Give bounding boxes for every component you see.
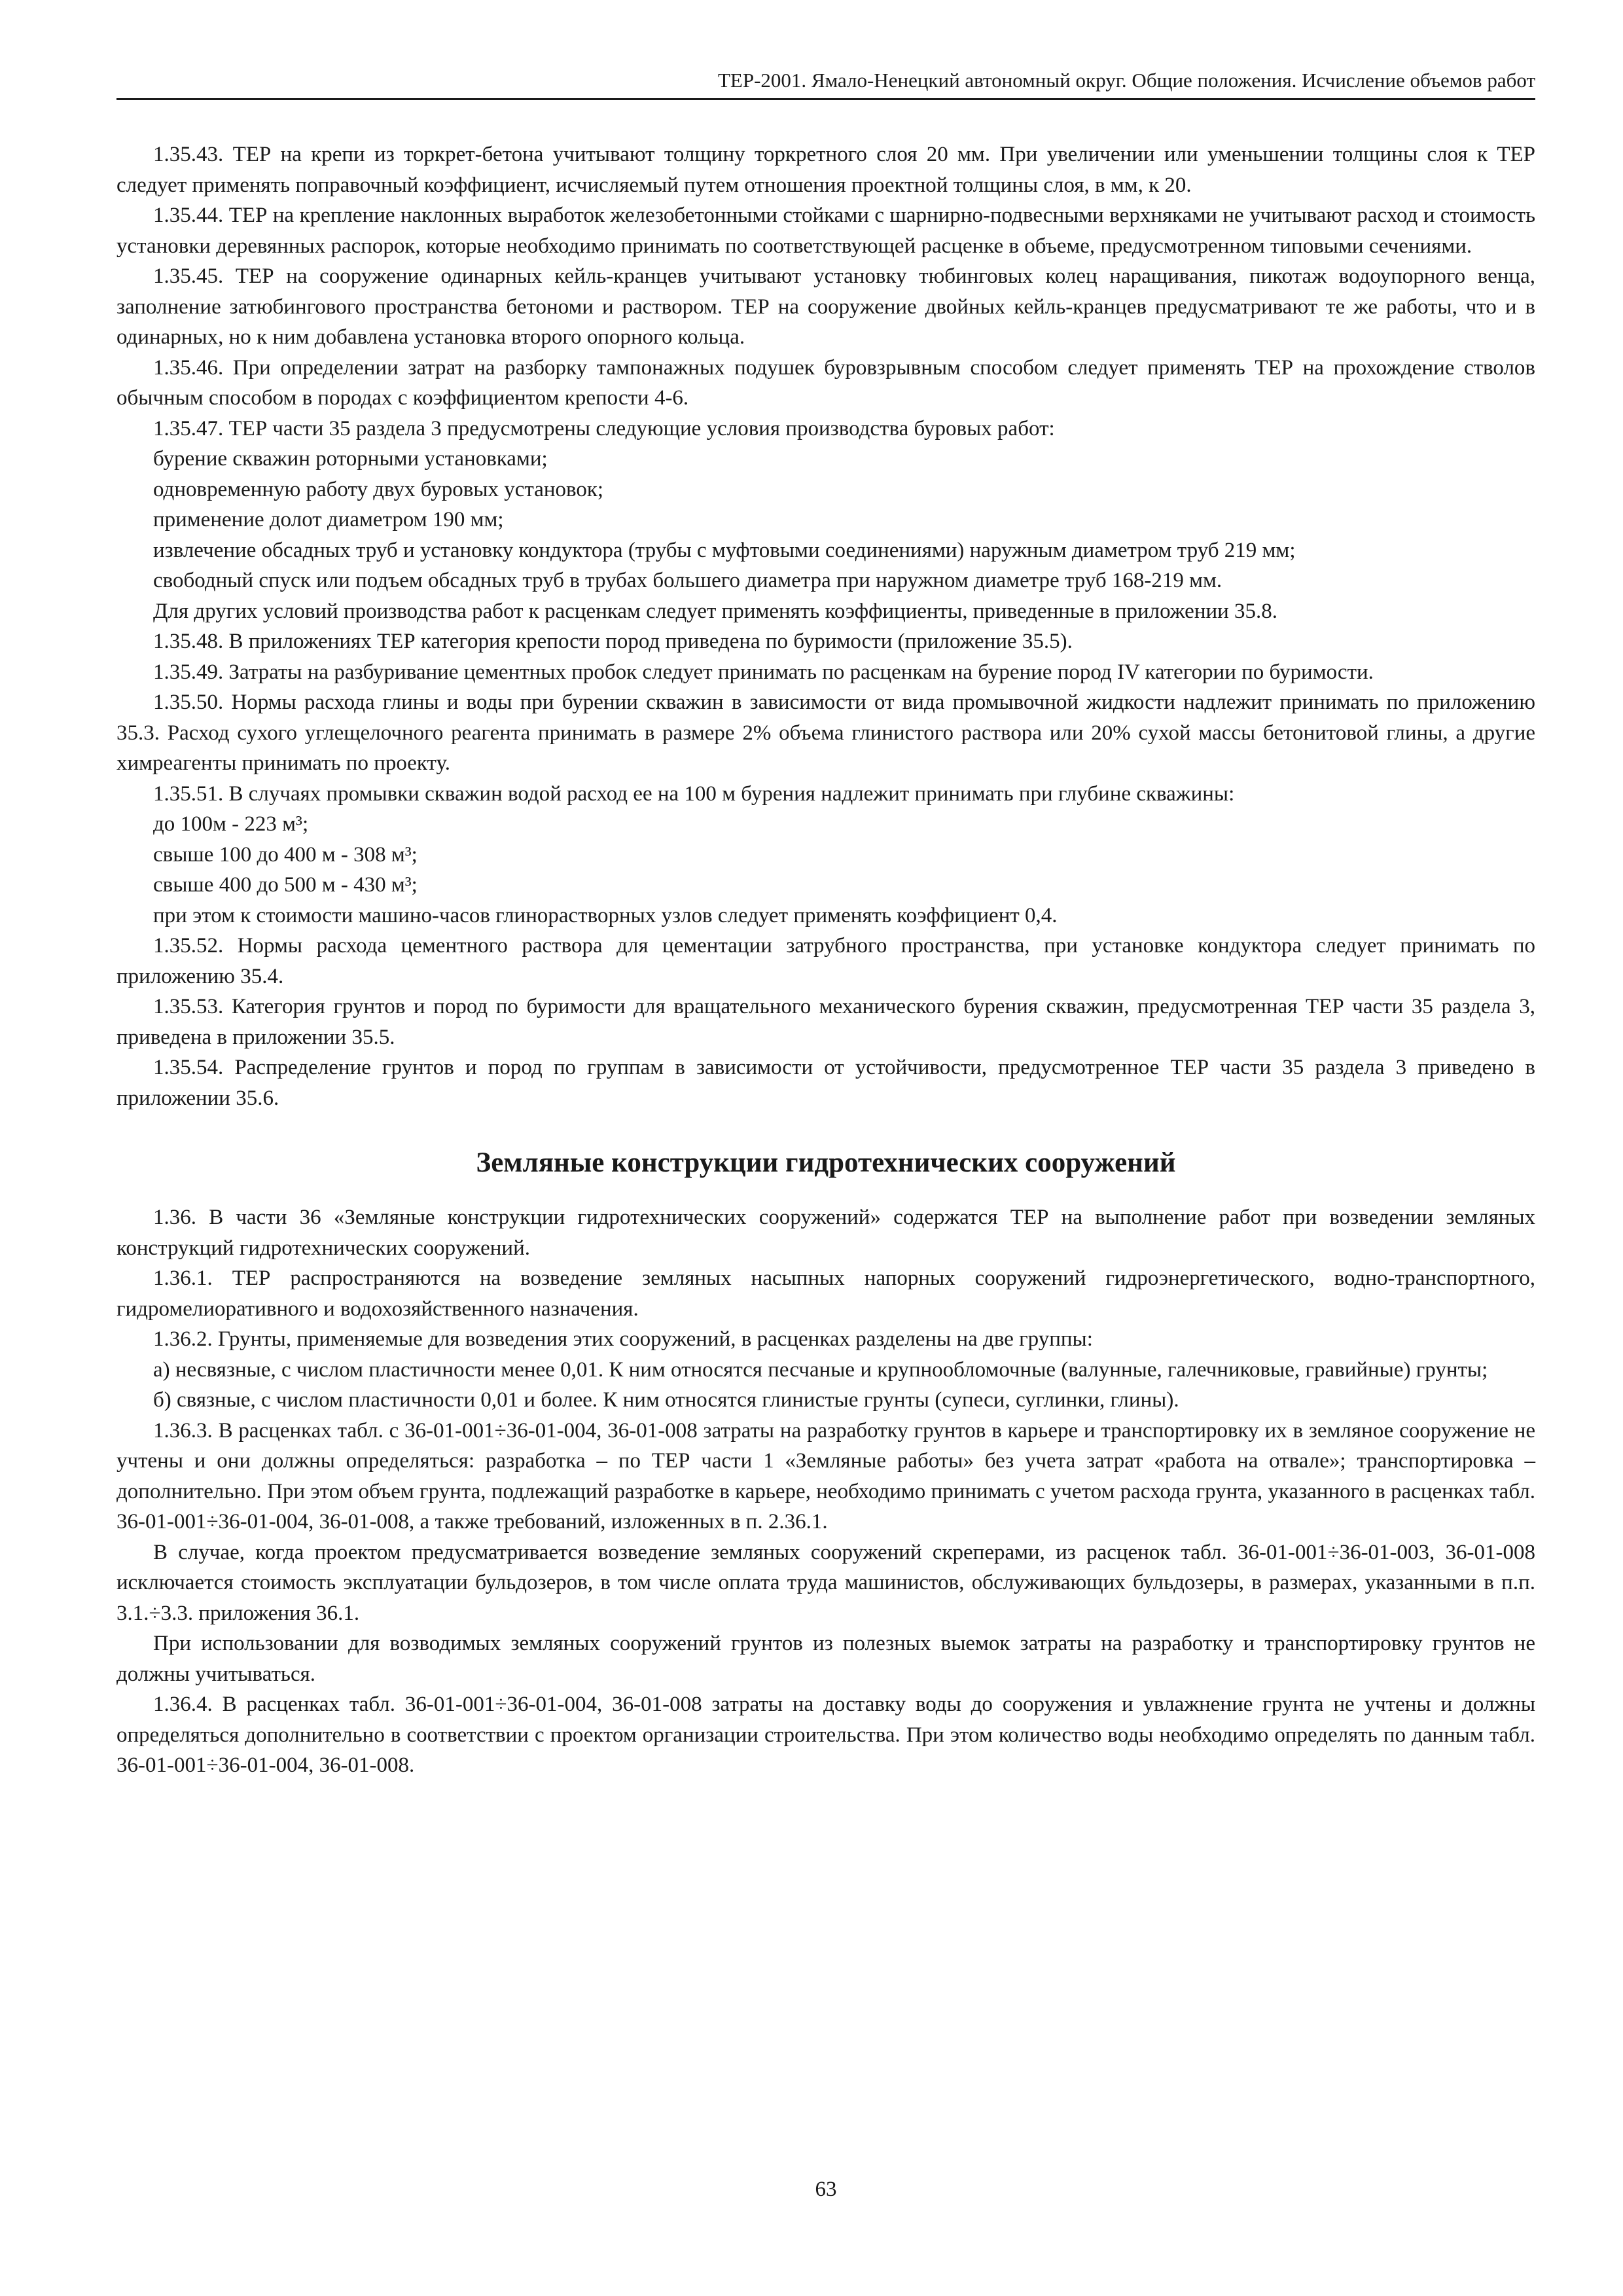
paragraph-1-36-2: 1.36.2. Грунты, применяемые для возведения этих сооружений, в расценках разделены на две группы:	[153, 1327, 1093, 1351]
paragraph-1-35-54: 1.35.54. Распределение грунтов и пород по группам в зависимости от устойчивости, предусмотренное ТЕР части 35 раздела 3 приведено в приложении 35.6.	[116, 1056, 1535, 1110]
paragraph-1-35-48: 1.35.48. В приложениях ТЕР категория крепости пород приведена по буримости (приложение 35.5).	[153, 630, 1073, 653]
paragraph: при этом к стоимости машино-часов глинорастворных узлов следует применять коэффициент 0,4.	[153, 903, 1058, 927]
paragraph-1-35-50: 1.35.50. Нормы расхода глины и воды при бурении скважин в зависимости от вида промывочной жидкости надлежит принимать по приложению 35.3. Расход сухого углещелочного реагента принимать в размере 2% объема глинистого раствора или 20% сухой массы бетонитовой глины, а другие химреагенты принимать по проекту.	[116, 691, 1535, 775]
list-item: одновременную работу двух буровых установок;	[153, 477, 604, 501]
paragraph: Для других условий производства работ к расценкам следует применять коэффициенты, приведенные в приложении 35.8.	[153, 599, 1278, 623]
paragraph-1-35-51: 1.35.51. В случаях промывки скважин водой расход ее на 100 м бурения надлежит принимать при глубине скважины:	[153, 781, 1235, 806]
running-header: ТЕР-2001. Ямало-Ненецкий автономный округ. Общие положения. Исчисление объемов работ	[116, 65, 1535, 100]
paragraph-1-35-46: 1.35.46. При определении затрат на разборку тампонажных подушек буровзрывным способом следует применять ТЕР на прохождение стволов обычным способом в породах с коэффициентом крепости 4-6.	[116, 355, 1535, 410]
list-item: свыше 100 до 400 м - 308 м³;	[153, 842, 418, 867]
paragraph-1-35-52: 1.35.52. Нормы расхода цементного раствора для цементации затрубного пространства, при установке кондуктора следует принимать по приложению 35.4.	[116, 934, 1535, 988]
paragraph-1-36-4: 1.36.4. В расценках табл. 36-01-001÷36-01-004, 36-01-008 затраты на доставку воды до сооружения и увлажнение грунта не учтены и должны определяться дополнительно в соответствии с проектом организации строительства. При этом количество воды необходимо определять по данным табл. 36-01-001÷36-01-004, 36-01-008.	[116, 1693, 1535, 1777]
list-item: а) несвязные, с числом пластичности менее 0,01. К ним относятся песчаные и крупнообломочные (валунные, галечниковые, гравийные) грунты;	[153, 1357, 1488, 1382]
paragraph-1-36-3: 1.36.3. В расценках табл. с 36-01-001÷36-01-004, 36-01-008 затраты на разработку грунтов в карьере и транспортировку их в земляное сооружение не учтены и они должны определяться: разработка – по ТЕР части 1 «Земляные работы» без учета затрат «работа на отвале»; транспортировка – дополнительно. При этом объем грунта, подлежащий разработке в карьере, необходимо принимать с учетом расхода грунта, указанного в расценках табл. 36-01-001÷36-01-004, 36-01-008, а также требований, изложенных в п. 2.36.1.	[116, 1418, 1535, 1534]
paragraph: При использовании для возводимых земляных сооружений грунтов из полезных выемок затраты на разработку и транспортировку грунтов не должны учитываться.	[116, 1632, 1535, 1686]
list-item: свободный спуск или подъем обсадных труб в трубах большего диаметра при наружном диаметре труб 168-219 мм.	[153, 569, 1222, 592]
paragraph: В случае, когда проектом предусматривается возведение земляных сооружений скреперами, из расценок табл. 36-01-001÷36-01-003, 36-01-008 исключается стоимость эксплуатации бульдозеров, в том числе оплата труда машинистов, обслуживающих бульдозеры, в размерах, указанными в п.п. 3.1.÷3.3. приложения 36.1.	[116, 1540, 1535, 1625]
page-body	[116, 139, 1535, 1781]
paragraph-1-36-1: 1.36.1. ТЕР распространяются на возведение земляных насыпных напорных сооружений гидроэнергетического, водно-транспортного, гидромелиоративного и водохозяйственного назначения.	[116, 1266, 1535, 1321]
paragraph-1-35-49: 1.35.49. Затраты на разбуривание цементных пробок следует принимать по расценкам на бурение пород IV категории по буримости.	[153, 660, 1374, 684]
paragraph-1-35-53: 1.35.53. Категория грунтов и пород по буримости для вращательного механического бурения скважин, предусмотренная ТЕР части 35 раздела 3, приведена в приложении 35.5.	[116, 995, 1535, 1049]
paragraph-1-35-43: 1.35.43. ТЕР на крепи из торкрет-бетона учитывают толщину торкретного слоя 20 мм. При увеличении или уменьшении толщины слоя к ТЕР следует применять поправочный коэффициент, исчисляемый путем отношения проектной толщины слоя, в мм, к 20.	[116, 143, 1535, 197]
section-heading: Земляные конструкции гидротехнических сооружений	[476, 1147, 1176, 1178]
paragraph-1-35-47: 1.35.47. ТЕР части 35 раздела 3 предусмотрены следующие условия производства буровых работ:	[153, 416, 1055, 440]
paragraph-1-36: 1.36. В части 36 «Земляные конструкции гидротехнических сооружений» содержатся ТЕР на выполнение работ при возведении земляных конструкций гидротехнических сооружений.	[116, 1206, 1535, 1260]
paragraph-1-35-44: 1.35.44. ТЕР на крепление наклонных выработок железобетонными стойками с шарнирно-подвесными верхняками не учитывают расход и стоимость установки деревянных распорок, которые необходимо принимать по соответствующей расценке в объеме, предусмотренном типовыми сечениями.	[116, 204, 1535, 258]
paragraph-1-35-45: 1.35.45. ТЕР на сооружение одинарных кейль-кранцев учитывают установку тюбинговых колец наращивания, пикотаж водоупорного венца, заполнение затюбингового пространства бетономи и раствором. ТЕР на сооружение двойных кейль-кранцев предусматривают те же работы, что и в одинарных, но к ним добавлена установка второго опорного кольца.	[116, 264, 1535, 349]
document-page	[116, 65, 1535, 2278]
list-item: до 100м - 223 м³;	[153, 812, 309, 836]
list-item: б) связные, с числом пластичности 0,01 и более. К ним относятся глинистые грунты (супеси, суглинки, глины).	[153, 1388, 1179, 1412]
list-item: извлечение обсадных труб и установку кондуктора (трубы с муфтовыми соединениями) наружным диаметром труб 219 мм;	[153, 538, 1296, 562]
list-item: бурение скважин роторными установками;	[153, 447, 548, 471]
page-number: 63	[815, 2178, 837, 2201]
list-item: свыше 400 до 500 м - 430 м³;	[153, 873, 418, 897]
list-item: применение долот диаметром 190 мм;	[153, 508, 504, 531]
